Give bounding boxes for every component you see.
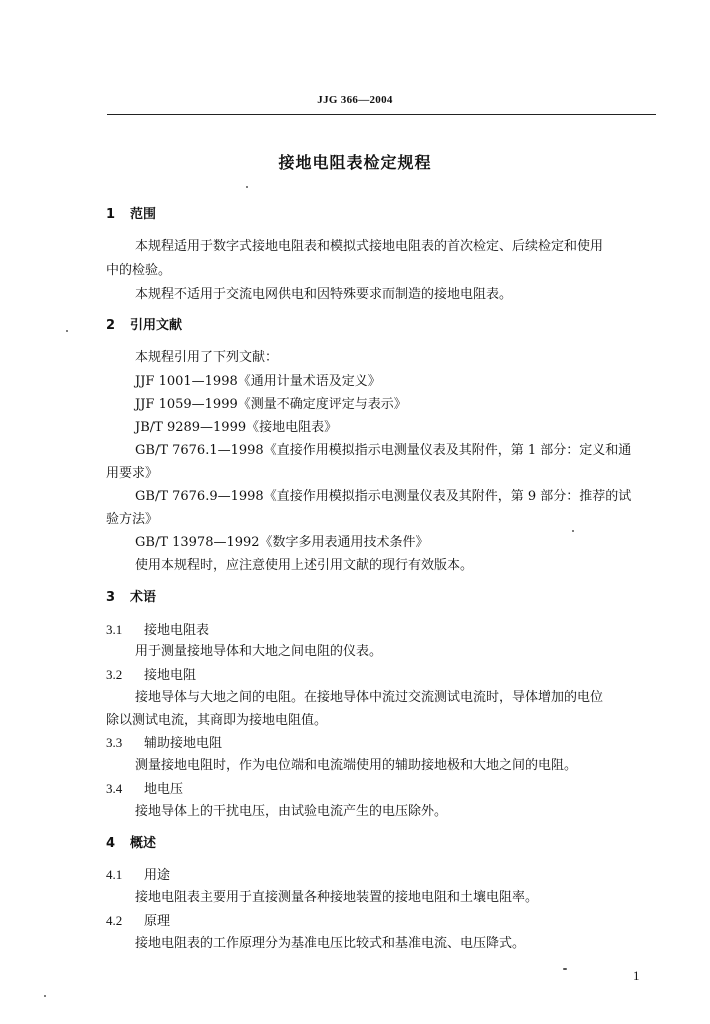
page-number: 1	[633, 968, 640, 983]
clause-3-3-heading: 3.3 辅助接地电阻	[106, 735, 223, 751]
clause-4-2-text: 接地电阻表的工作原理分为基准电压比较式和基准电流、电压降式。	[135, 936, 526, 951]
section-2-note: 使用本规程时，应注意使用上述引用文献的现行有效版本。	[135, 558, 474, 573]
clause-3-2-text: 接地导体与大地之间的电阻。在接地导体中流过交流测试电流时，导体增加的电位	[135, 690, 604, 705]
scan-speck	[44, 995, 46, 997]
scan-speck	[246, 186, 248, 188]
document-title: 接地电阻表检定规程	[278, 153, 432, 172]
reference-item: GB/T 7676.1—1998《直接作用模拟指示电测量仪表及其附件，第 1 部分：定义和通	[135, 443, 632, 458]
clause-3-4-text: 接地导体上的干扰电压，由试验电流产生的电压除外。	[135, 804, 448, 819]
clause-3-2-heading: 3.2 接地电阻	[106, 667, 197, 683]
clause-4-1-text: 接地电阻表主要用于直接测量各种接地装置的接地电阻和土壤电阻率。	[135, 890, 539, 905]
scan-speck	[66, 330, 68, 332]
section-3-heading: 3 术语	[106, 590, 157, 605]
header-rule	[107, 114, 656, 115]
reference-item: GB/T 13978—1992《数字多用表通用技术条件》	[135, 535, 429, 550]
section-1-heading: 1 范围	[106, 207, 157, 222]
clause-3-2-text-cont: 除以测试电流，其商即为接地电阻值。	[106, 713, 328, 728]
reference-item: JJF 1001—1998《通用计量术语及定义》	[135, 374, 381, 389]
clause-4-2-heading: 4.2 原理	[106, 913, 171, 929]
section-2-intro: 本规程引用了下列文献：	[135, 350, 279, 365]
document-header: JJG 366—2004	[317, 94, 393, 106]
scan-speck	[572, 530, 574, 532]
section-2-heading: 2 引用文献	[106, 318, 183, 333]
reference-item-cont: 用要求》	[106, 466, 159, 481]
reference-item: JJF 1059—1999《测量不确定度评定与表示》	[135, 397, 407, 412]
clause-3-3-text: 测量接地电阻时，作为电位端和电流端使用的辅助接地极和大地之间的电阻。	[135, 758, 578, 773]
scan-speck	[563, 968, 567, 970]
section-4-heading: 4 概述	[106, 836, 157, 851]
section-1-para-1b: 中的检验。	[106, 263, 172, 278]
reference-item: JB/T 9289—1999《接地电阻表》	[135, 420, 338, 435]
section-1-para-1a: 本规程适用于数字式接地电阻表和模拟式接地电阻表的首次检定、后续检定和使用	[135, 239, 604, 254]
clause-4-1-heading: 4.1 用途	[106, 867, 171, 883]
reference-item-cont: 验方法》	[106, 512, 159, 527]
reference-item: GB/T 7676.9—1998《直接作用模拟指示电测量仪表及其附件，第 9 部分：推荐的试	[135, 489, 632, 504]
section-1-para-2: 本规程不适用于交流电网供电和因特殊要求而制造的接地电阻表。	[135, 287, 513, 302]
clause-3-1-heading: 3.1 接地电阻表	[106, 622, 210, 638]
clause-3-1-text: 用于测量接地导体和大地之间电阻的仪表。	[135, 644, 383, 659]
clause-3-4-heading: 3.4 地电压	[106, 781, 184, 797]
